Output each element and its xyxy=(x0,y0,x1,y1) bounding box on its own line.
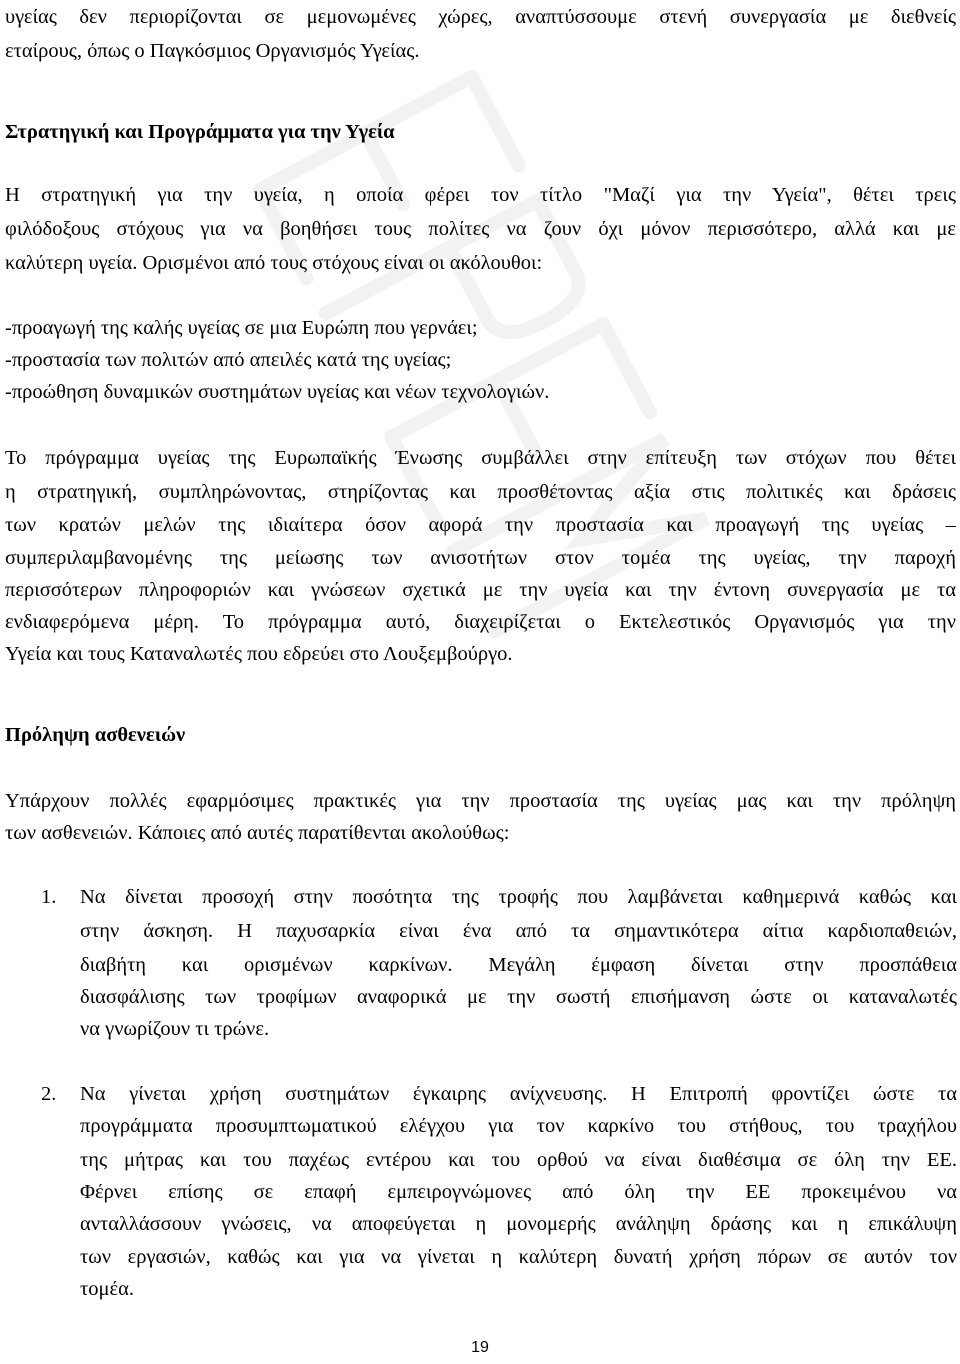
paragraph-line: των κρατών μελών της ιδιαίτερα όσον αφορά την προστασία και προαγωγή της υγείας – xyxy=(5,514,956,536)
paragraph-line: Υπάρχουν πολλές εφαρμόσιμες πρακτικές για την προστασία της υγείας μας και την πρόληψη xyxy=(5,790,956,812)
list-item-line: τομέα. xyxy=(80,1278,134,1300)
list-item-line: Να δίνεται προσοχή στην ποσότητα της τροφής που λαμβάνεται καθημερινά καθώς και xyxy=(80,886,957,908)
list-item-line: στην άσκηση. Η παχυσαρκία είναι ένα από τα σημαντικότερα αίτια καρδιοπαθειών, xyxy=(80,920,957,942)
section-heading-prevention: Πρόληψη ασθενειών xyxy=(5,724,186,746)
list-item-number: 1. xyxy=(41,886,57,908)
paragraph-line: ενδιαφερόμενα μέρη. Το πρόγραμμα αυτό, διαχειρίζεται ο Εκτελεστικός Οργανισμός για την xyxy=(5,611,956,633)
list-item-line: Φέρνει επίσης σε επαφή εμπειρογνώμονες από όλη την ΕΕ προκειμένου να xyxy=(80,1181,957,1203)
paragraph-line: Το πρόγραμμα υγείας της Ευρωπαϊκής Ένωσης συμβάλλει στην επίτευξη των στόχων που θέτει xyxy=(5,447,956,469)
list-item-line: διαβήτη και ορισμένων καρκίνων. Μεγάλη έμφαση δίνεται στην προσπάθεια xyxy=(80,954,957,976)
list-item-line: διασφάλισης των τροφίμων αναφορικά με την σωστή επισήμανση ώστε οι καταναλωτές xyxy=(80,986,957,1008)
list-item-line: να γνωρίζουν τι τρώνε. xyxy=(80,1018,270,1040)
paragraph-line: η στρατηγική, συμπληρώνοντας, στηρίζοντας και προσθέτοντας αξία στις πολιτικές και δράσεις xyxy=(5,481,956,503)
paragraph-line: συμπεριλαμβανομένης της μείωσης των ανισοτήτων στον τομέα της υγείας, την παροχή xyxy=(5,547,956,569)
list-item-line: των εργασιών, καθώς και για να γίνεται η καλύτερη δυνατή χρήση πόρων σε αυτόν τον xyxy=(80,1246,957,1268)
paragraph-line: Η στρατηγική για την υγεία, η οποία φέρει τον τίτλο "Μαζί για την Υγεία", θέτει τρεις xyxy=(5,184,956,206)
paragraph-line: Υγεία και τους Καταναλωτές που εδρεύει στο Λουξεμβούργο. xyxy=(5,643,513,665)
goal-item: -προώθηση δυναμικών συστημάτων υγείας και νέων τεχνολογιών. xyxy=(5,381,550,403)
section-heading-strategy: Στρατηγική και Προγράμματα για την Υγεία xyxy=(5,121,395,143)
list-item-line: της μήτρας και του παχέως εντέρου και του ορθού να είναι διαθέσιμα σε όλη την ΕΕ. xyxy=(80,1149,957,1171)
list-item-line: Να γίνεται χρήση συστημάτων έγκαιρης ανίχνευσης. Η Επιτροπή φροντίζει ώστε τα xyxy=(80,1083,957,1105)
paragraph-line: υγείας δεν περιορίζονται σε μεμονωμένες χώρες, αναπτύσσουμε στενή συνεργασία με διεθνείς xyxy=(5,6,956,28)
list-item-line: ανταλλάσσουν γνώσεις, να αποφεύγεται η μονομερής ανάληψη δράσης και η επικάλυψη xyxy=(80,1213,957,1235)
list-item-line: προγράμματα προσυμπτωματικού ελέγχου για τον καρκίνο του στήθους, του τραχήλου xyxy=(80,1115,957,1137)
paragraph-line: καλύτερη υγεία. Ορισμένοι από τους στόχους είναι οι ακόλουθοι: xyxy=(5,252,543,274)
goal-item: -προστασία των πολιτών από απειλές κατά της υγείας; xyxy=(5,349,452,371)
list-item-number: 2. xyxy=(41,1083,57,1105)
paragraph-line: εταίρους, όπως ο Παγκόσμιος Οργανισμός Υγείας. xyxy=(5,40,420,62)
page-number: 19 xyxy=(471,1339,489,1356)
paragraph-line: φιλόδοξους στόχους για να βοηθήσει τους πολίτες να ζουν όχι μόνον περισσότερο, αλλά και με xyxy=(5,218,956,240)
paragraph-line: των ασθενειών. Κάποιες από αυτές παρατίθενται ακολούθως: xyxy=(5,822,510,844)
paragraph-line: περισσότερων πληροφοριών και γνώσεων σχετικά με την υγεία και την έντονη συνεργασία με τα xyxy=(5,579,956,601)
goal-item: -προαγωγή της καλής υγείας σε μια Ευρώπη που γερνάει; xyxy=(5,317,478,339)
